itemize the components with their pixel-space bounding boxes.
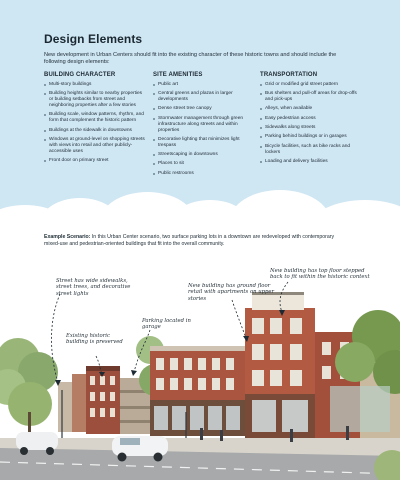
column-building-character [44,73,146,167]
list-item: Places to sit [153,161,253,167]
list-item: Windows at ground-level on shopping streets with views into retail and other publicly-accessible uses [44,137,146,155]
annotation-parking: Parking located in garage [142,318,191,331]
list-item: Dense street tree canopy [153,106,253,112]
annotation-ground-floor-retail: New building has ground floor retail with apartments on upper stories [188,283,275,302]
list-item: Public restrooms [153,171,253,177]
list-item: Streetscaping in downtowns [153,152,253,158]
list-item: Building heights similar to nearby properties or building setbacks from street and neighboring properties after a few stories [44,91,146,109]
list-item: Sidewalks along streets [260,125,360,131]
list-item: Bicycle facilities, such as bike racks and lockers [260,144,360,156]
list-item: Central greens and plazas in larger developments [153,91,253,103]
list-item: Buildings at the sidewalk in downtowns [44,128,146,134]
column-heading: SITE AMENITIES [153,72,203,78]
column-transportation [260,73,360,168]
list-item: Bus shelters and pull-off areas for drop-offs and pick-ups [260,91,360,103]
column-site-amenities [153,73,253,180]
list-item: Front door on primary street [44,158,146,164]
list-item: Grid or modified grid street pattern [260,82,360,88]
page-title: Design Elements [44,32,143,46]
list-item: Loading and delivery facilities [260,159,360,165]
column-heading: TRANSPORTATION [260,72,318,78]
scenario-label: Example Scenario: [44,234,91,240]
list-item: Alleys, when available [260,106,360,112]
list-item: Easy pedestrian access [260,116,360,122]
list-item: Public art [153,82,253,88]
element-columns [44,73,364,223]
list-item: Parking behind buildings or in garages [260,134,360,140]
list-item: Multi-story buildings [44,82,146,88]
scenario-text: In this Urban Center scenario, two surface parking lots in a downtown are redeveloped with contemporary mixed-use and pedestrian-oriented buildings that fit into the overall community. [44,234,335,247]
annotation-street: Street has wide sidewalks, street trees, and decorative street lights [56,278,131,297]
column-heading: BUILDING CHARACTER [44,72,116,78]
design-elements-section [44,32,364,176]
example-scenario [44,234,344,247]
list-item: Decorative lighting that minimizes light trespass [153,137,253,149]
annotation-historic-building: Existing historic building is preserved [66,333,123,346]
annotation-stepped-back: New building has top floor stepped back to fit within the historic context [270,268,370,281]
list-item: Stormwater management through green infrastructure along streets and within properties [153,116,253,134]
intro-text: New development in Urban Centers should fit into the existing character of these historic towns and should include the following design elements: [44,52,337,66]
list-item: Building scale, window patterns, rhythm, and form that complement the historic pattern [44,112,146,124]
